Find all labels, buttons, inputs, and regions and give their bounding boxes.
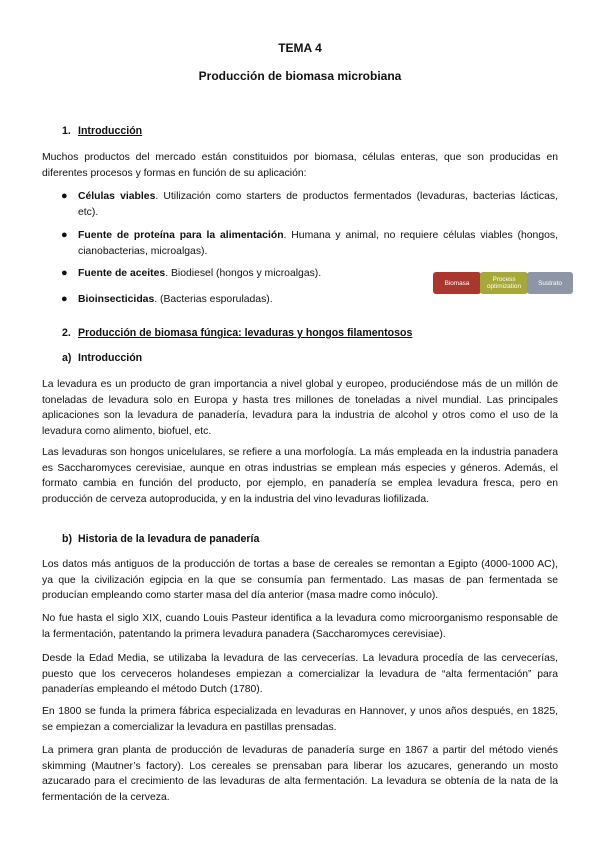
intro-paragraph: Muchos productos del mercado están constituidos por biomasa, células enteras, que son producidas en diferentes procesos y formas en función de su aplicación: — [42, 152, 558, 179]
paragraph: La primera gran planta de producción de levaduras de panadería surge en 1867 a partir del método vienés skimming (Mautner’s factory). Los cereales se prensaban para liberar los azucares, generando un mosto azucarado para el crecimiento de las levaduras de alta fermentación. La levadura se obtenía de la nata de la fermentación de la cerveza. — [42, 745, 558, 803]
subsection-a-heading — [62, 352, 142, 364]
bullet-bold: Bioinsecticidas — [78, 294, 155, 305]
bullet-item — [61, 228, 558, 259]
bullet-dot: ● — [61, 293, 68, 305]
paragraph: Desde la Edad Media, se utilizaba la levadura de las cervecerías. La levadura procedía de las cervecerías, puesto que los cerveceros holandeses empiezan a comercializar la levadura de “alta fermentación” para panaderías empleando el método Dutch (1780). — [42, 653, 558, 696]
section-2-heading — [62, 327, 412, 339]
bullet-text: . Humana y animal, no requiere células viables (hongos, cianobacterias, microalgas). — [78, 230, 558, 257]
paragraph: No fue hasta el siglo XIX, cuando Louis Pasteur identifica a la levadura como microorganismo responsable de la fermentación, patentando la primera levadura panadera (Saccharomyces cerevisiae). — [42, 613, 558, 640]
bullet-bold: Fuente de aceites — [78, 268, 166, 279]
bullet-item — [61, 292, 398, 308]
page-title: Producción de biomasa microbiana — [198, 69, 402, 83]
bullet-dot: ● — [61, 190, 68, 202]
bullet-bold: Células viables — [78, 191, 156, 202]
paragraph: Los datos más antiguos de la producción de tortas a base de cereales se remontan a Egipto (4000-1000 AC), ya que la civilización egipcia en la que se consumía pan fermentado. Las masas de pan fermentada se producían empleando como starter masa del día anterior (masa madre como inóculo). — [42, 559, 558, 602]
paragraph: La levadura es un producto de gran importancia a nivel global y europeo, produciéndose más de un millón de toneladas de levadura solo en Europa y hasta tres millones de toneladas a nivel mundial. Las principales aplicaciones son la levadura de panadería, levadura para la industria de alcohol y otros como el uso de la levadura como alimento, biofuel, etc. — [42, 379, 558, 437]
section-2-number: 2. — [62, 327, 71, 339]
diagram-step-process-optimization: Process optimization — [480, 272, 528, 294]
diagram-step-sustrato: Sustrato — [527, 272, 573, 294]
section-2-title: Producción de biomasa fúngica: levaduras y hongos filamentosos — [78, 327, 413, 339]
subsection-b-number: b) — [62, 533, 72, 545]
process-diagram — [433, 272, 573, 294]
tema-label: TEMA 4 — [278, 41, 322, 55]
section-1-title: Introducción — [78, 125, 143, 137]
section-1-heading — [62, 125, 142, 137]
bullet-text: . Utilización como starters de productos fermentados (levaduras, bacterias lácticas, etc). — [78, 191, 558, 218]
subsection-b-heading — [62, 533, 259, 545]
paragraph: Las levaduras son hongos unicelulares, se refiere a una morfología. La más empleada en la industria panadera es Saccharomyces cerevisiae, aunque en otras industrias se emplean más especies y géneros. Además, el formato cambia en función del producto, por ejemplo, en panadería se emplea levadura fresca, pero en producción de cerveza autoproducida, y en la industria del vino levaduras liofilizada. — [42, 447, 558, 505]
bullet-text: . (Bacterias esporuladas). — [154, 294, 273, 305]
subsection-a-title: Introducción — [78, 352, 143, 364]
bullet-dot: ● — [61, 267, 68, 279]
bullet-text: . Biodiesel (hongos y microalgas). — [165, 268, 322, 279]
bullet-item — [61, 266, 398, 282]
diagram-step-biomasa: Biomasa — [433, 272, 481, 294]
bullet-dot: ● — [61, 229, 68, 241]
subsection-a-number: a) — [62, 352, 72, 364]
subsection-b-title: Historia de la levadura de panadería — [78, 533, 260, 545]
paragraph: En 1800 se funda la primera fábrica especializada en levaduras en Hannover, y unos años después, en 1825, se empiezan a comercializar la levadura en pastillas prensadas. — [42, 706, 558, 733]
bullet-item — [61, 189, 558, 220]
bullet-bold: Fuente de proteína para la alimentación — [78, 230, 284, 241]
section-1-number: 1. — [62, 125, 71, 137]
